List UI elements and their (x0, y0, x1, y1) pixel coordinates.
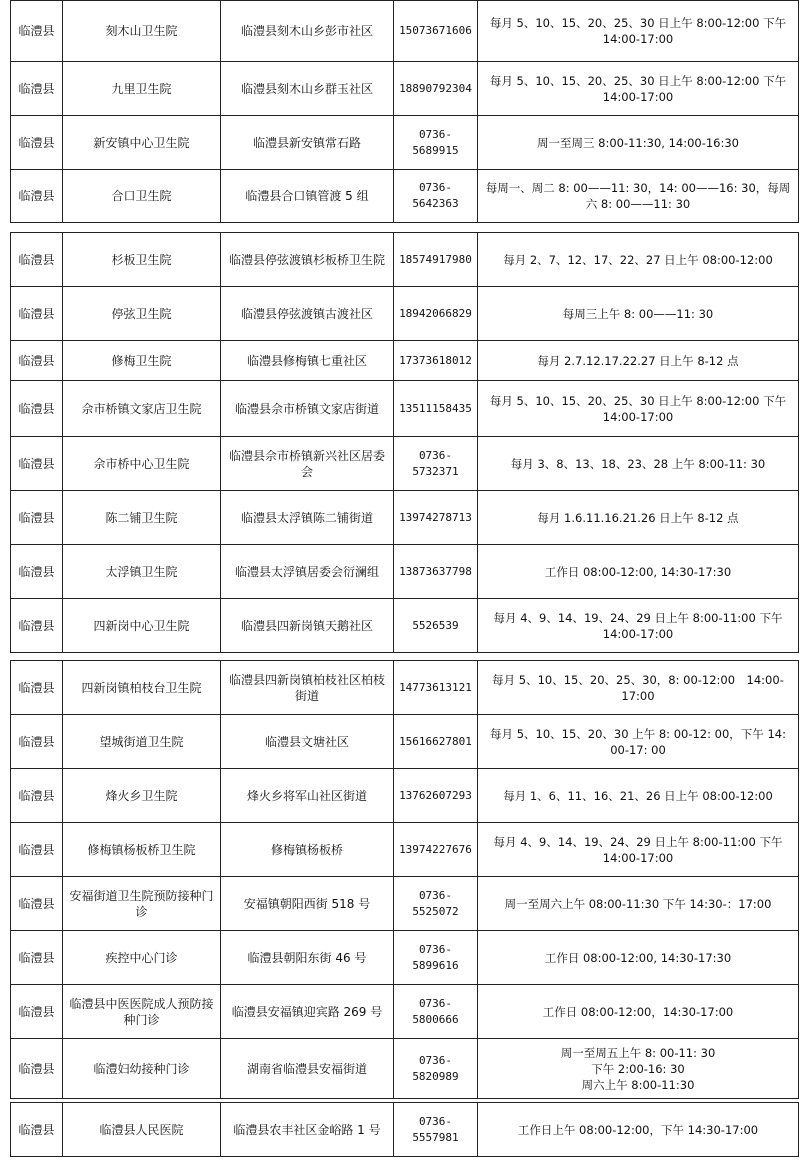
clinic-name-cell: 烽火乡卫生院 (63, 769, 221, 823)
table-row (11, 491, 799, 545)
phone-cell: 0736-5820989 (394, 1039, 478, 1099)
clinic-name-cell: 佘市桥镇文家店卫生院 (63, 381, 221, 437)
county-cell: 临澧县 (11, 233, 63, 287)
clinic-name-cell: 修梅卫生院 (63, 341, 221, 381)
clinic-name-cell: 修梅镇杨板桥卫生院 (63, 823, 221, 877)
clinic-name-cell: 临澧县中医医院成人预防接种门诊 (63, 985, 221, 1039)
county-cell: 临澧县 (11, 287, 63, 341)
county-cell: 临澧县 (11, 877, 63, 931)
vaccination-table (10, 660, 799, 1099)
address-cell: 临澧县停弦渡镇古渡社区 (221, 287, 394, 341)
hours-cell: 每月 1、6、11、16、21、26 日上午 08:00-12:00 (478, 769, 799, 823)
address-cell: 临澧县朝阳东街 46 号 (221, 931, 394, 985)
county-cell: 临澧县 (11, 62, 63, 116)
hours-cell: 每月 2.7.12.17.22.27 日上午 8-12 点 (478, 341, 799, 381)
clinic-name-cell: 望城街道卫生院 (63, 715, 221, 769)
phone-cell: 13762607293 (394, 769, 478, 823)
table-row (11, 599, 799, 653)
phone-cell: 0736-5800666 (394, 985, 478, 1039)
address-cell: 临澧县文塘社区 (221, 715, 394, 769)
phone-cell: 18942066829 (394, 287, 478, 341)
county-cell: 临澧县 (11, 1, 63, 62)
table-row (11, 62, 799, 116)
vaccination-table (10, 232, 799, 653)
table-block-4 (10, 1102, 799, 1157)
phone-cell: 0736-5642363 (394, 170, 478, 223)
county-cell: 临澧县 (11, 599, 63, 653)
address-cell: 临澧县刻木山乡群玉社区 (221, 62, 394, 116)
table-row (11, 287, 799, 341)
hours-cell: 每月 5、10、15、20、30 上午 8: 00-12: 00，下午 14: 00-17: 00 (478, 715, 799, 769)
table-row (11, 769, 799, 823)
table-row (11, 877, 799, 931)
phone-cell: 0736-5689915 (394, 116, 478, 170)
county-cell: 临澧县 (11, 437, 63, 491)
phone-cell: 15073671606 (394, 1, 478, 62)
table-block-2 (10, 232, 799, 653)
phone-cell: 13511158435 (394, 381, 478, 437)
county-cell: 临澧县 (11, 1103, 63, 1157)
table-row (11, 931, 799, 985)
clinic-name-cell: 四新岗中心卫生院 (63, 599, 221, 653)
county-cell: 临澧县 (11, 170, 63, 223)
address-cell: 烽火乡将军山社区街道 (221, 769, 394, 823)
phone-cell: 5526539 (394, 599, 478, 653)
clinic-name-cell: 临澧妇幼接种门诊 (63, 1039, 221, 1099)
table-block-1 (10, 0, 799, 223)
phone-cell: 18574917980 (394, 233, 478, 287)
address-cell: 临澧县修梅镇七重社区 (221, 341, 394, 381)
address-cell: 临澧县刻木山乡彭市社区 (221, 1, 394, 62)
table-row (11, 715, 799, 769)
hours-cell: 每周一、周二 8: 00——11: 30，14: 00——16: 30，每周六 8: 00——11: 30 (478, 170, 799, 223)
table-row (11, 823, 799, 877)
phone-cell: 13974278713 (394, 491, 478, 545)
table-row (11, 545, 799, 599)
address-cell: 临澧县太浮镇陈二铺街道 (221, 491, 394, 545)
hours-cell: 每月 5、10、15、20、25、30 日上午 8:00-12:00 下午 14:00-17:00 (478, 1, 799, 62)
clinic-name-cell: 新安镇中心卫生院 (63, 116, 221, 170)
hours-cell: 每月 4、9、14、19、24、29 日上午 8:00-11:00 下午 14:00-17:00 (478, 599, 799, 653)
phone-cell: 13873637798 (394, 545, 478, 599)
hours-cell: 每月 4、9、14、19、24、29 日上午 8:00-11:00 下午 14:00-17:00 (478, 823, 799, 877)
county-cell: 临澧县 (11, 769, 63, 823)
table-block-3 (10, 660, 799, 1099)
address-cell: 临澧县农丰社区金峪路 1 号 (221, 1103, 394, 1157)
table-row (11, 341, 799, 381)
phone-cell: 18890792304 (394, 62, 478, 116)
address-cell: 临澧县四新岗镇天鹅社区 (221, 599, 394, 653)
phone-cell: 0736-5557981 (394, 1103, 478, 1157)
hours-cell: 工作日上午 08:00-12:00，下午 14:30-17:00 (478, 1103, 799, 1157)
address-cell: 临澧县合口镇管渡 5 组 (221, 170, 394, 223)
hours-cell: 每月 1.6.11.16.21.26 日上午 8-12 点 (478, 491, 799, 545)
table-row (11, 437, 799, 491)
county-cell: 临澧县 (11, 116, 63, 170)
hours-cell: 周一至周三 8:00-11:30, 14:00-16:30 (478, 116, 799, 170)
county-cell: 临澧县 (11, 715, 63, 769)
county-cell: 临澧县 (11, 381, 63, 437)
hours-cell: 工作日 08:00-12:00，14:30-17:00 (478, 985, 799, 1039)
clinic-name-cell: 九里卫生院 (63, 62, 221, 116)
address-cell: 临澧县佘市桥镇新兴社区居委会 (221, 437, 394, 491)
phone-cell: 0736-5525072 (394, 877, 478, 931)
hours-cell: 每月 2、7、12、17、22、27 日上午 08:00-12:00 (478, 233, 799, 287)
county-cell: 临澧县 (11, 1039, 63, 1099)
hours-cell: 每月 5、10、15、20、25、30 日上午 8:00-12:00 下午 14:00-17:00 (478, 62, 799, 116)
table-row (11, 1039, 799, 1099)
clinic-name-cell: 疾控中心门诊 (63, 931, 221, 985)
address-cell: 临澧县四新岗镇柏枝社区柏枝街道 (221, 661, 394, 715)
vaccination-table (10, 0, 799, 223)
county-cell: 临澧县 (11, 545, 63, 599)
clinic-name-cell: 四新岗镇柏枝台卫生院 (63, 661, 221, 715)
clinic-name-cell: 太浮镇卫生院 (63, 545, 221, 599)
address-cell: 湖南省临澧县安福街道 (221, 1039, 394, 1099)
address-cell: 临澧县停弦渡镇杉板桥卫生院 (221, 233, 394, 287)
clinic-name-cell: 杉板卫生院 (63, 233, 221, 287)
clinic-name-cell: 临澧县人民医院 (63, 1103, 221, 1157)
clinic-name-cell: 陈二铺卫生院 (63, 491, 221, 545)
table-row (11, 116, 799, 170)
table-row (11, 170, 799, 223)
hours-cell: 工作日 08:00-12:00, 14:30-17:30 (478, 545, 799, 599)
clinic-name-cell: 刻木山卫生院 (63, 1, 221, 62)
address-cell: 临澧县太浮镇居委会衍澜组 (221, 545, 394, 599)
hours-cell: 工作日 08:00-12:00, 14:30-17:30 (478, 931, 799, 985)
clinic-name-cell: 佘市桥中心卫生院 (63, 437, 221, 491)
county-cell: 临澧县 (11, 931, 63, 985)
county-cell: 临澧县 (11, 823, 63, 877)
hours-cell: 每周三上午 8: 00——11: 30 (478, 287, 799, 341)
table-row (11, 1, 799, 62)
county-cell: 临澧县 (11, 661, 63, 715)
clinic-name-cell: 安福街道卫生院预防接种门诊 (63, 877, 221, 931)
hours-cell: 周一至周五上午 8: 00-11: 30 下午 2:00-16: 30 周六上午 8:00-11:30 (478, 1039, 799, 1099)
hours-cell: 每月 5、10、15、20、25、30 日上午 8:00-12:00 下午 14:00-17:00 (478, 381, 799, 437)
phone-cell: 15616627801 (394, 715, 478, 769)
phone-cell: 0736-5899616 (394, 931, 478, 985)
hours-cell: 每月 3、8、13、18、23、28 上午 8:00-11: 30 (478, 437, 799, 491)
phone-cell: 0736-5732371 (394, 437, 478, 491)
phone-cell: 17373618012 (394, 341, 478, 381)
table-row (11, 985, 799, 1039)
address-cell: 临澧县新安镇常石路 (221, 116, 394, 170)
county-cell: 临澧县 (11, 491, 63, 545)
phone-cell: 13974227676 (394, 823, 478, 877)
clinic-name-cell: 停弦卫生院 (63, 287, 221, 341)
county-cell: 临澧县 (11, 341, 63, 381)
table-row (11, 661, 799, 715)
table-row (11, 381, 799, 437)
phone-cell: 14773613121 (394, 661, 478, 715)
clinic-name-cell: 合口卫生院 (63, 170, 221, 223)
address-cell: 安福镇朝阳西街 518 号 (221, 877, 394, 931)
hours-cell: 周一至周六上午 08:00-11:30 下午 14:30-：17:00 (478, 877, 799, 931)
address-cell: 临澧县佘市桥镇文家店街道 (221, 381, 394, 437)
table-row (11, 1103, 799, 1157)
address-cell: 临澧县安福镇迎宾路 269 号 (221, 985, 394, 1039)
vaccination-table (10, 1102, 799, 1157)
hours-cell: 每月 5、10、15、20、25、30，8: 00-12:00 14:00-17:00 (478, 661, 799, 715)
table-row (11, 233, 799, 287)
address-cell: 修梅镇杨板桥 (221, 823, 394, 877)
county-cell: 临澧县 (11, 985, 63, 1039)
